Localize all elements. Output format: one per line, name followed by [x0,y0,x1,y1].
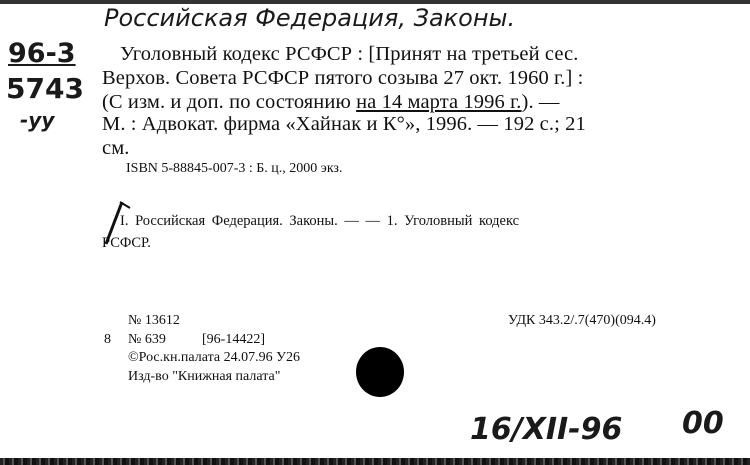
record-number: № 13612 [128,313,180,328]
handwritten-subject-heading: Российская Федерация, Законы. [104,4,516,32]
call-number-bottom: 5743 [6,72,84,105]
entry-line-3 [102,90,560,114]
udk-classification: УДК 343.2/.7(470)(094.4) [508,313,656,328]
print-run-digit: 8 [104,332,111,347]
publisher-line: Изд-во "Книжная палата" [128,369,281,384]
tracing-line-2: РСФСР. [102,235,151,251]
bracket-code: [96-14422] [202,332,265,347]
entry-line-1: Уголовный кодекс РСФСР : [Принят на третьей сес. [120,43,579,65]
entry-line-2: Верхов. Совета РСФСР пятого созыва 27 окт. 1960 г.] : [102,67,584,89]
entry-line-3-prefix: (С изм. и доп. по состоянию [102,91,357,113]
entry-line-5: см. [102,137,130,159]
isbn-line: ISBN 5-88845-007-3 : Б. ц., 2000 экз. [126,161,343,176]
entry-line-4: М. : Адвокат. фирма «Хайнак и К°», 1996. — 192 с.; 21 [102,113,586,135]
handwritten-date: 16/XII-96 [470,412,623,447]
card-bottom-edge [0,458,750,465]
copyright-line: ©Рос.кн.палата 24.07.96 У26 [128,350,301,365]
handwritten-margin-note: -уу [20,108,55,132]
ink-blot [356,347,404,397]
call-number-top: 96-3 [8,38,76,69]
handwritten-corner-mark: 00 [682,406,724,441]
card-number: № 639 [128,332,166,347]
tracing-line-1: I. Российская Федерация. Законы. — — 1. Уголовный кодекс [120,213,520,229]
entry-line-3-date: на 14 марта 1996 г. [356,91,522,113]
entry-line-3-suffix: ). — [521,91,560,113]
